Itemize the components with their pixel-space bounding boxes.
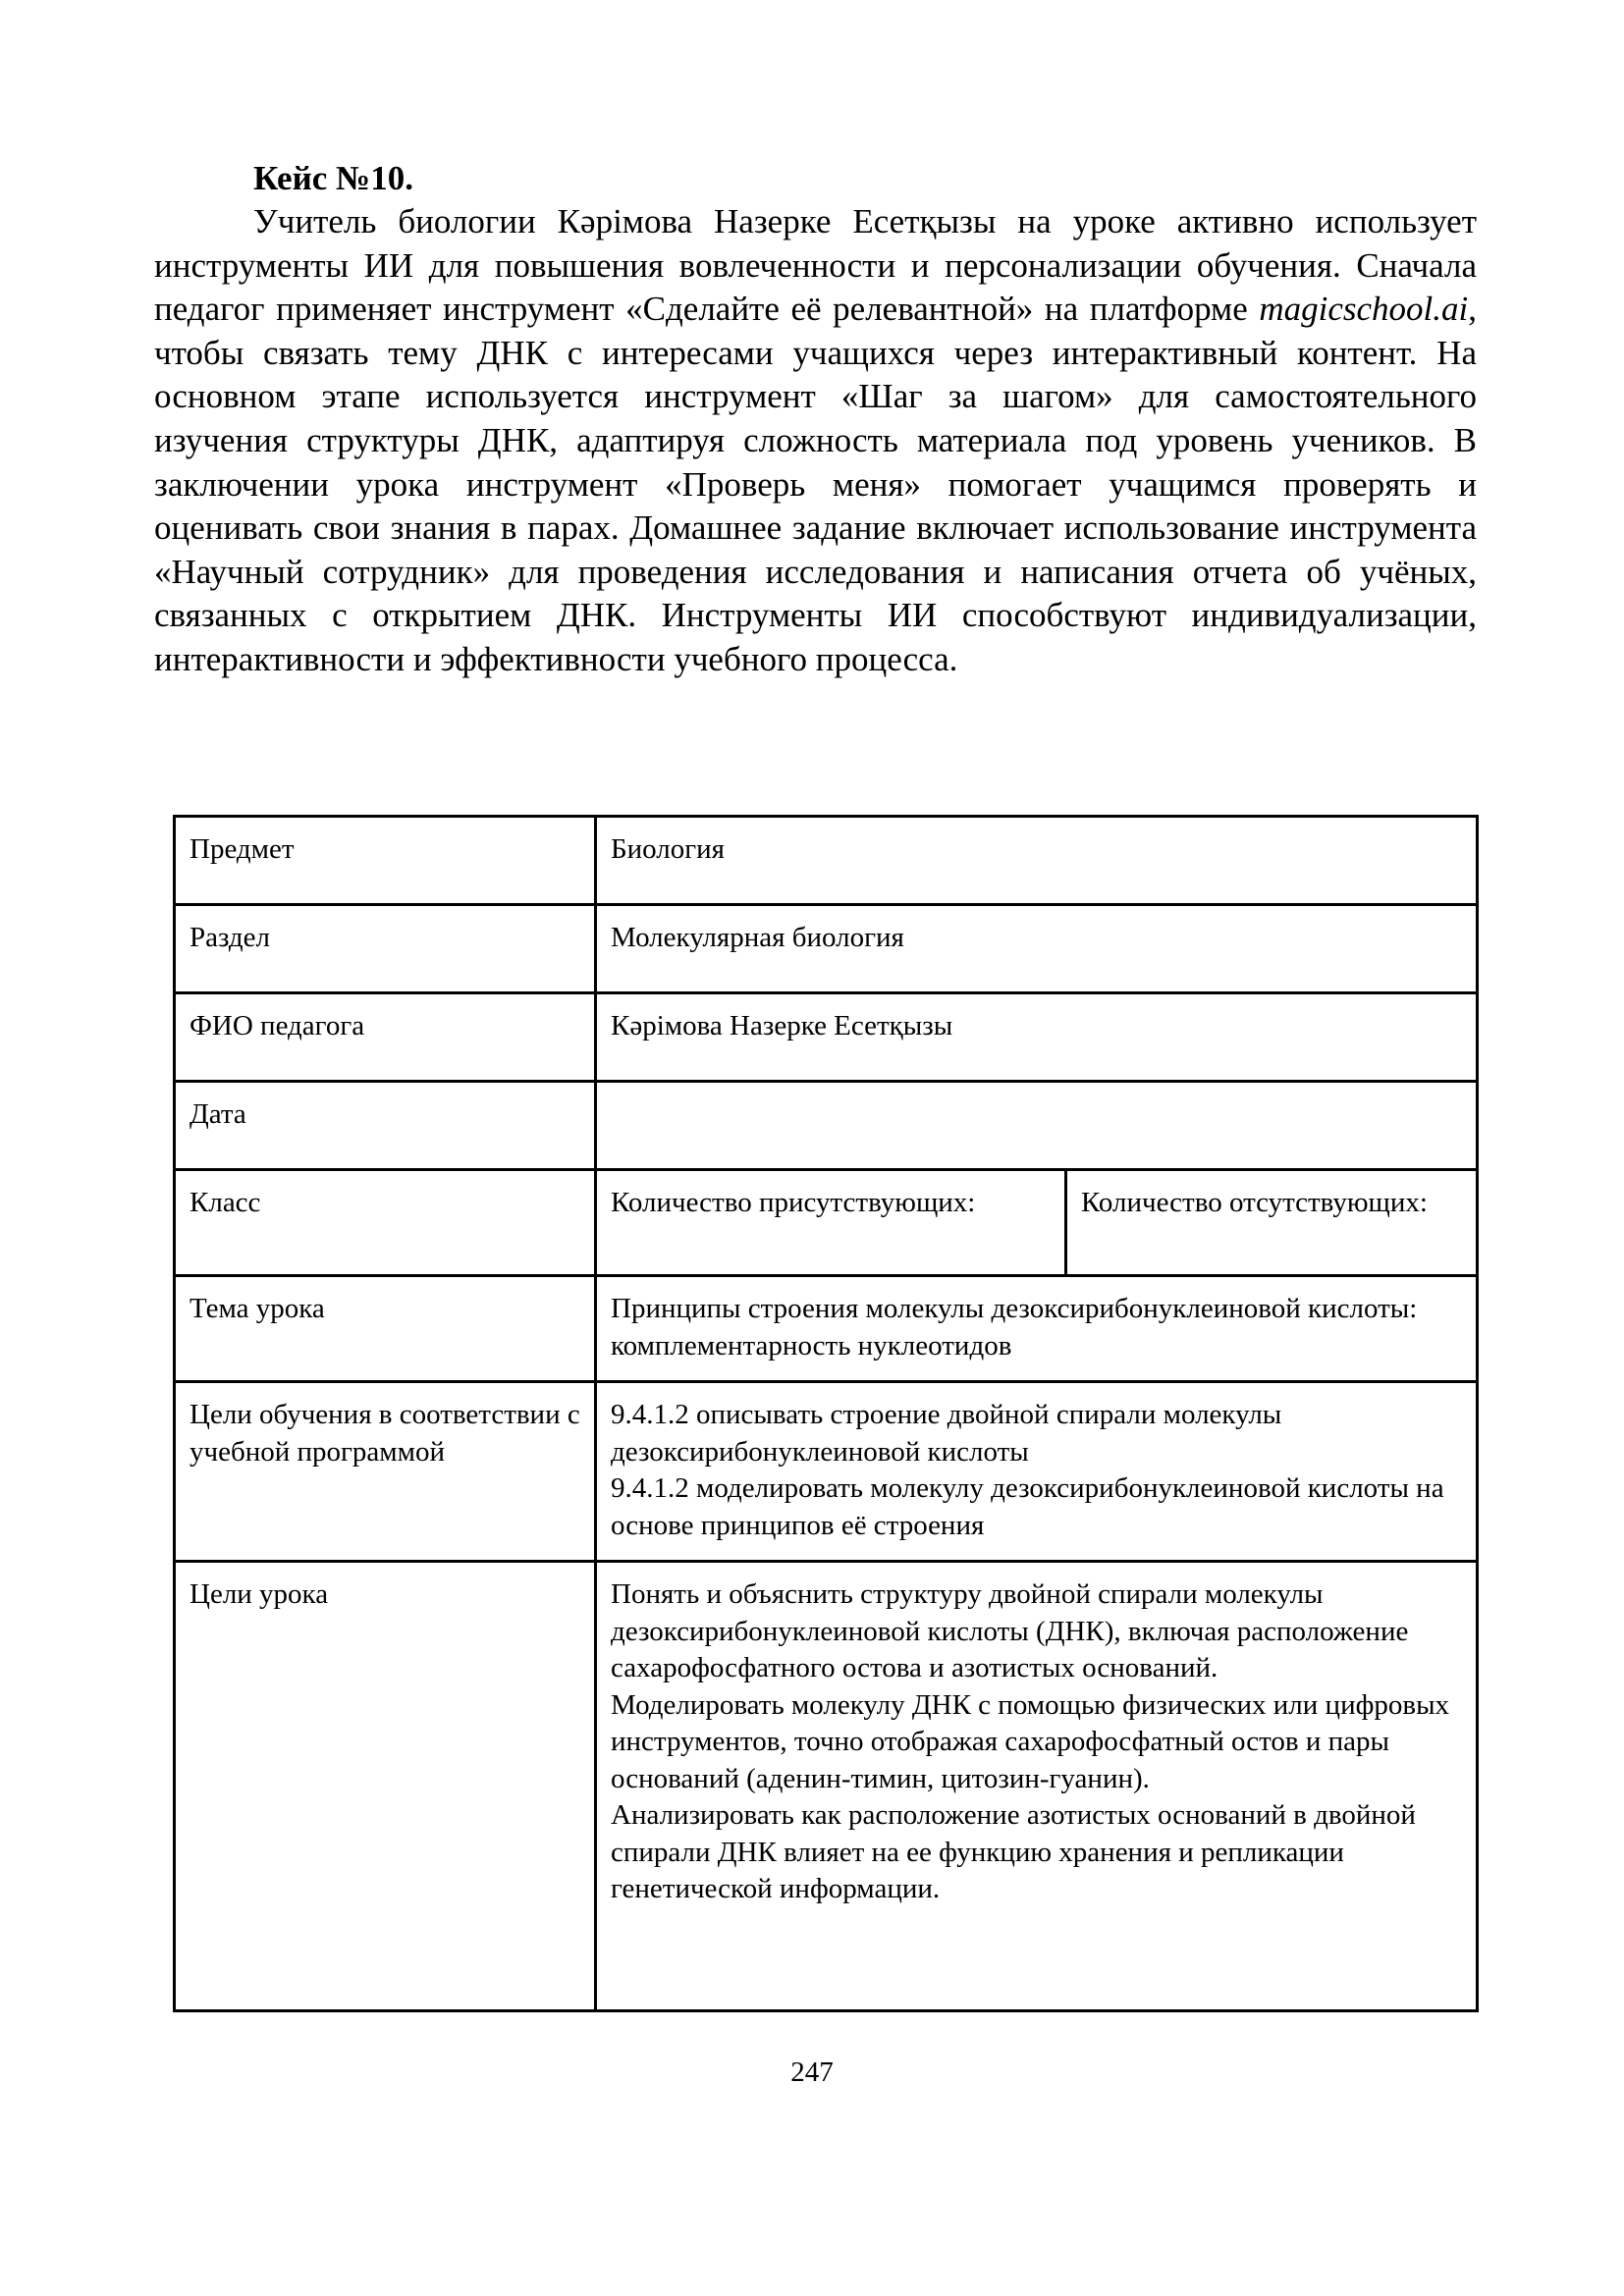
lesson-objectives-value bbox=[596, 1562, 1478, 2011]
learning-goal-item: 9.4.1.2 моделировать молекулу дезоксирибонуклеиновой кислоты на основе принципов её строения bbox=[611, 1472, 1444, 1541]
case-description bbox=[154, 200, 1477, 682]
teacher-value: Кәрімова Назерке Есетқызы bbox=[596, 993, 1478, 1082]
learning-goal-item: 9.4.1.2 описывать строение двойной спирали молекулы дезоксирибонуклеиновой кислоты bbox=[611, 1399, 1282, 1468]
date-label: Дата bbox=[175, 1082, 596, 1170]
lesson-objectives-label: Цели урока bbox=[175, 1562, 596, 2011]
section-label: Раздел bbox=[175, 905, 596, 993]
lesson-plan-table bbox=[173, 815, 1479, 2012]
table-row-topic bbox=[175, 1276, 1478, 1382]
present-count-label: Количество присутствующих: bbox=[596, 1170, 1066, 1276]
learning-goals-label: Цели обучения в соответствии с учебной программой bbox=[175, 1382, 596, 1562]
topic-label: Тема урока bbox=[175, 1276, 596, 1382]
learning-goals-value bbox=[596, 1382, 1478, 1562]
case-text-part-1: Учитель биологии Кәрімова Назерке Есетқызы на уроке активно использует инструменты ИИ для повышения вовлеченности и персонализации обучения. Сначала педагог применяет инструмент «Сделайте её релевантной» на платформе bbox=[154, 202, 1477, 329]
lesson-objective-item: Понять и объяснить структуру двойной спирали молекулы дезоксирибонуклеиновой кислоты (ДНК), включая расположение сахарофосфатного остова и азотистых оснований. bbox=[611, 1578, 1409, 1683]
subject-label: Предмет bbox=[175, 817, 596, 905]
teacher-label: ФИО педагога bbox=[175, 993, 596, 1082]
platform-name: magicschool.ai bbox=[1259, 290, 1469, 329]
subject-value: Биология bbox=[596, 817, 1478, 905]
table-row-learning-goals bbox=[175, 1382, 1478, 1562]
table-row-date bbox=[175, 1082, 1478, 1170]
table-row-section bbox=[175, 905, 1478, 993]
table-row-class bbox=[175, 1170, 1478, 1276]
table-row-lesson-objectives bbox=[175, 1562, 1478, 2011]
page-number: 247 bbox=[790, 2056, 834, 2088]
lesson-objective-item: Анализировать как расположение азотистых оснований в двойной спирали ДНК влияет на ее функцию хранения и репликации генетической информации. bbox=[611, 1799, 1416, 1904]
table-row-teacher bbox=[175, 993, 1478, 1082]
absent-count-label: Количество отсутствующих: bbox=[1066, 1170, 1478, 1276]
case-title: Кейс №10. bbox=[253, 159, 413, 197]
topic-value: Принципы строения молекулы дезоксирибонуклеиновой кислоты: комплементарность нуклеотидов bbox=[596, 1276, 1478, 1382]
table-row-subject bbox=[175, 817, 1478, 905]
section-value: Молекулярная биология bbox=[596, 905, 1478, 993]
lesson-objective-item: Моделировать молекулу ДНК с помощью физических или цифровых инструментов, точно отображая сахарофосфатный остов и пары оснований (аденин-тимин, цитозин-гуанин). bbox=[611, 1688, 1450, 1794]
class-label: Класс bbox=[175, 1170, 596, 1276]
case-text-part-2: , чтобы связать тему ДНК с интересами учащихся через интерактивный контент. На основном этапе используется инструмент «Шаг за шагом» для самостоятельного изучения структуры ДНК, адаптируя сложность материала под уровень учеников. В заключении урока инструмент «Проверь меня» помогает учащимся проверять и оценивать свои знания в парах. Домашнее задание включает использование инструмента «Научный сотрудник» для проведения исследования и написания отчета об учёных, связанных с открытием ДНК. Инструменты ИИ способствуют индивидуализации, интерактивности и эффективности учебного процесса. bbox=[154, 290, 1477, 678]
date-value bbox=[596, 1082, 1478, 1170]
